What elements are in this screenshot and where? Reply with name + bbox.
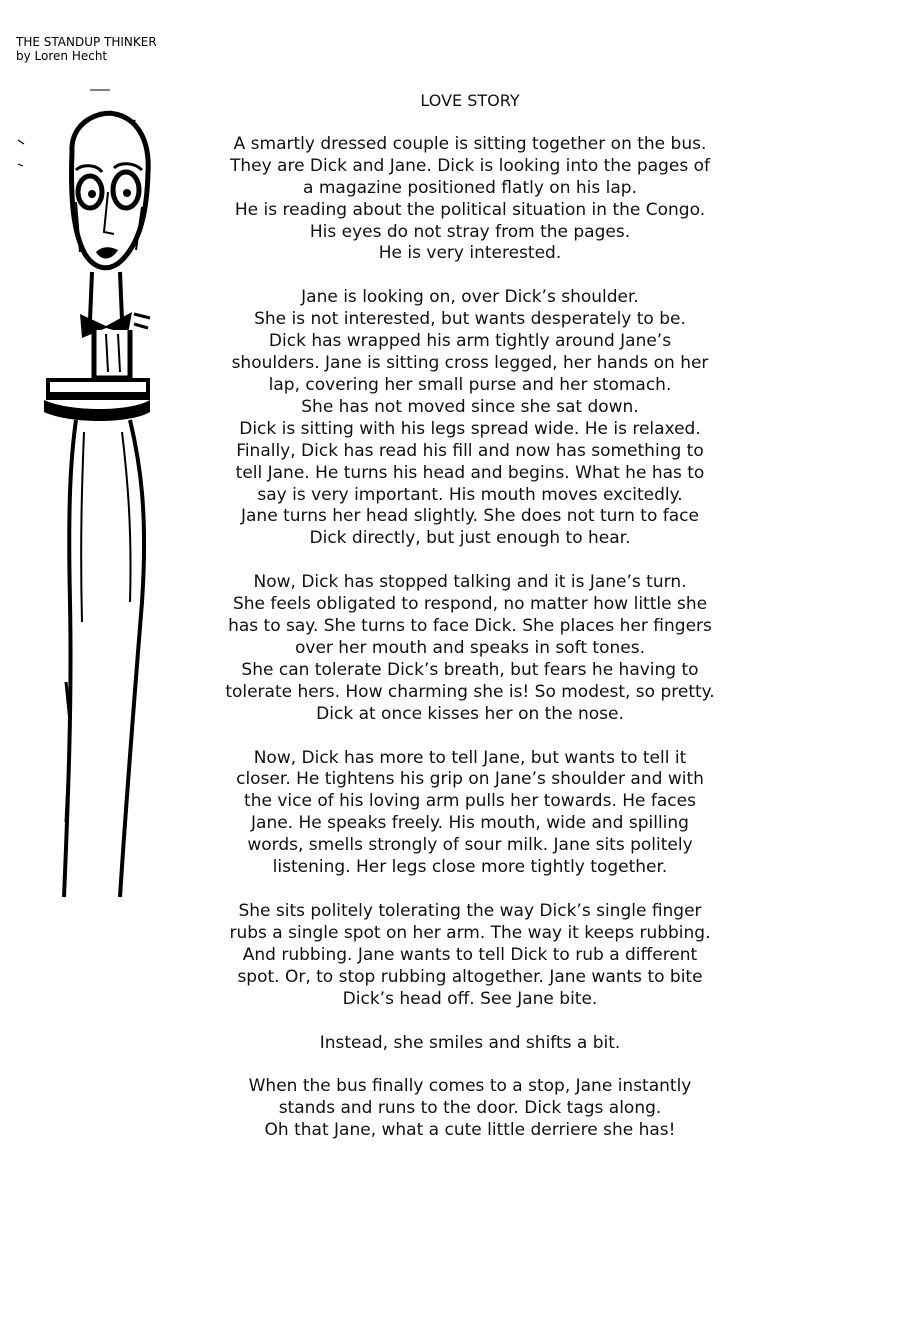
story-line: He is very interested. — [378, 243, 562, 264]
story-line: stands and runs to the door. Dick tags along. — [278, 1098, 662, 1119]
story-line: shoulders. Jane is sitting cross legged, her hands on her — [231, 353, 709, 374]
story-line: Dick is sitting with his legs spread wide. He is relaxed. — [239, 418, 701, 439]
story-body — [200, 90, 740, 1164]
story-title: LOVE STORY — [420, 91, 520, 110]
header-byline: by Loren Hecht — [16, 49, 108, 63]
story-line: the vice of his loving arm pulls her towards. He faces — [244, 791, 696, 812]
story-paragraph — [200, 287, 740, 550]
story-line: tell Jane. He turns his head and begins. What he has to — [235, 462, 705, 483]
story-paragraph — [200, 572, 740, 725]
page-header — [16, 35, 157, 63]
header-title: THE STANDUP THINKER — [16, 35, 157, 49]
story-line: She can tolerate Dick’s breath, but fears he having to — [241, 659, 699, 680]
story-paragraph — [200, 748, 740, 879]
story-line: Dick directly, but just enough to hear. — [309, 528, 631, 549]
story-line: His eyes do not stray from the pages. — [309, 221, 631, 242]
story-line: has to say. She turns to face Dick. She places her fingers — [228, 616, 712, 637]
thinker-figure-drawing-icon — [10, 82, 160, 902]
story-paragraph — [200, 134, 740, 265]
story-line: She is not interested, but wants desperately to be. — [254, 309, 686, 330]
story-line: Jane is looking on, over Dick’s shoulder. — [301, 287, 639, 308]
story-line: closer. He tightens his grip on Jane’s shoulder and with — [236, 769, 704, 790]
story-paragraph — [200, 1076, 740, 1142]
story-line: Jane. He speaks freely. His mouth, wide and spilling — [251, 813, 689, 834]
story-line: She has not moved since she sat down. — [301, 396, 639, 417]
story-line: Oh that Jane, what a cute little derriere she has! — [264, 1120, 676, 1141]
story-line: He is reading about the political situation in the Congo. — [234, 199, 706, 220]
story-line: lap, covering her small purse and her stomach. — [268, 374, 672, 395]
story-line: rubs a single spot on her arm. The way it keeps rubbing. — [229, 922, 711, 943]
story-line: listening. Her legs close more tightly together. — [272, 857, 668, 878]
story-line: a magazine positioned flatly on his lap. — [303, 177, 637, 198]
story-line: Instead, she smiles and shifts a bit. — [319, 1032, 621, 1053]
story-line: over her mouth and speaks in soft tones. — [294, 637, 645, 658]
story-line: She feels obligated to respond, no matter how little she — [232, 594, 708, 615]
story-paragraph — [200, 901, 740, 1011]
story-line: Jane turns her head slightly. She does not turn to face — [241, 506, 699, 527]
story-line: And rubbing. Jane wants to tell Dick to rub a different — [242, 944, 698, 965]
story-line: They are Dick and Jane. Dick is looking into the pages of — [229, 155, 711, 176]
story-line: Now, Dick has stopped talking and it is Jane’s turn. — [253, 572, 687, 593]
story-line: Dick’s head off. See Jane bite. — [342, 988, 598, 1009]
story-line: Dick at once kisses her on the nose. — [316, 703, 624, 724]
story-line: She sits politely tolerating the way Dick’s single finger — [238, 901, 702, 921]
story-line: words, smells strongly of sour milk. Jane sits politely — [247, 835, 693, 856]
story-line: When the bus finally comes to a stop, Jane instantly — [248, 1076, 692, 1097]
story-line: Dick has wrapped his arm tightly around Jane’s — [268, 331, 672, 352]
story-line: Finally, Dick has read his fill and now has something to — [236, 440, 704, 461]
story-line: spot. Or, to stop rubbing altogether. Jane wants to bite — [237, 966, 703, 987]
story-line: tolerate hers. How charming she is! So modest, so pretty. — [225, 681, 715, 702]
story-paragraph — [200, 1033, 740, 1055]
story-line: Now, Dick has more to tell Jane, but wants to tell it — [253, 747, 687, 768]
story-line: A smartly dressed couple is sitting together on the bus. — [233, 133, 707, 154]
story-line: say is very important. His mouth moves excitedly. — [257, 484, 683, 505]
